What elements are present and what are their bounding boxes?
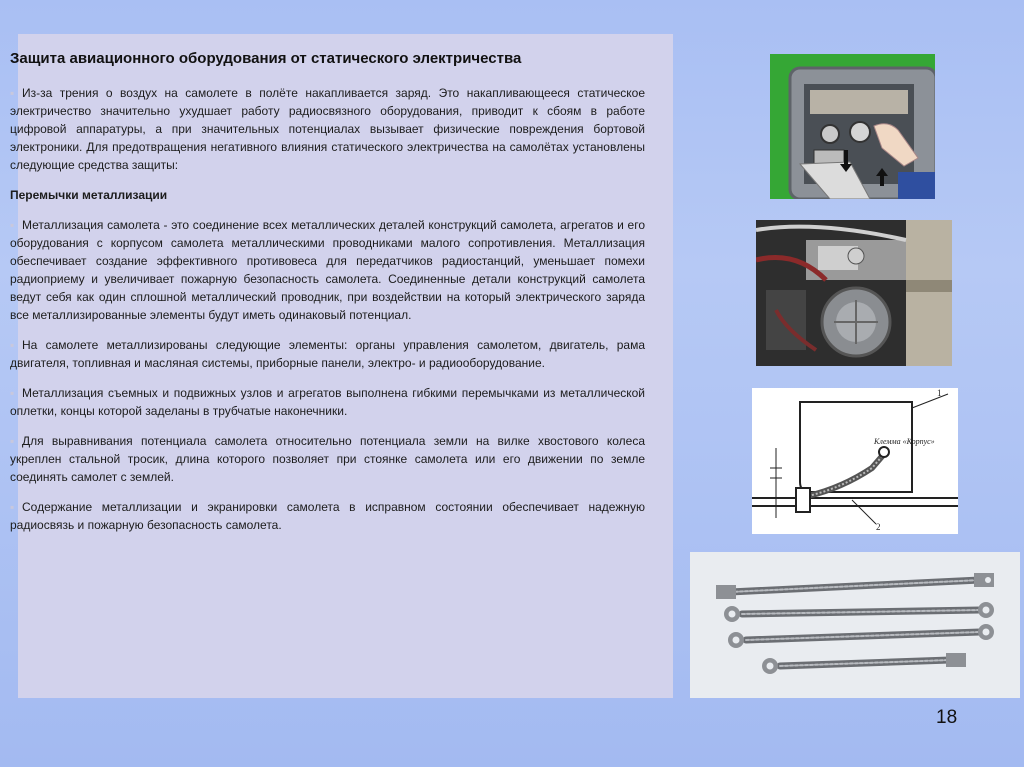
bullet-icon: ▪ xyxy=(10,500,15,514)
diagram-ref-2: 2 xyxy=(876,522,881,532)
paragraph: ▪ Металлизация съемных и подвижных узлов и агрегатов выполнена гибкими перемычками из металлической оплетки, концы которой заделаны в трубчатые наконечники. xyxy=(10,386,645,418)
bullet-icon: ▪ xyxy=(10,386,15,400)
paragraph: ▪ На самолете металлизированы следующие элементы: органы управления самолетом, двигатель, рама двигателя, топливная и масляная системы, приборные панели, электро- и радиооборудование. xyxy=(10,338,645,370)
paragraph: ▪ Для выравнивания потенциала самолета относительно потенциала земли на вилке хвостового колеса укреплен стальной тросик, длина которого позволяет при стоянке самолета или его движении по земле соединять самолет с землей. xyxy=(10,434,645,484)
engine-photo xyxy=(756,220,952,366)
jumpers-photo xyxy=(690,552,1020,698)
paragraph: ▪ Металлизация самолета - это соединение всех металлических деталей конструкций самолета, агрегатов и его оборудования с корпусом самолета металлическими проводниками малого сопротивления. Металлизация обеспечивает создание эффективного противовеса для передатчиков радиостанций, уменьшает помехи радиоприему и увеличивает пожарную безопасность самолета. Соединенные детали конструкций самолета ведут себя как один сплошной металлический проводник, при воздействии на который электрического заряда все металлизированные элементы будут иметь одинаковый потенциал. xyxy=(10,218,645,322)
bullet-icon: ▪ xyxy=(10,434,15,448)
page-number: 18 xyxy=(936,707,958,728)
panel-photo-drawing xyxy=(770,54,935,199)
subheading: Перемычки металлизации xyxy=(10,188,168,202)
diagram-clamp-label: Клемма «Корпус» xyxy=(874,437,935,446)
intro-paragraph: ▪ Из-за трения о воздух на самолете в полёте накапливается заряд. Это накапливающееся статическое электричество значительно ухудшает работу радиосвязного оборудования, приводит к сбоям в работе цифровой аппаратуры, а при значительных потенциалах вызывает физические повреждения бортовой электроники. Для предотвращения негативного влияния статического электричества на самолётах установлены следующие средства защиты: xyxy=(10,86,645,172)
clamp-diagram-drawing xyxy=(752,388,958,534)
jumpers-photo-drawing xyxy=(690,552,1020,698)
engine-photo-drawing xyxy=(756,220,952,366)
clamp-diagram xyxy=(752,388,958,534)
diagram-ref-1: 1 xyxy=(937,388,942,398)
bullet-icon: ▪ xyxy=(10,86,15,100)
panel-photo xyxy=(770,54,935,199)
bullet-icon: ▪ xyxy=(10,218,15,232)
bullet-icon: ▪ xyxy=(10,338,15,352)
paragraph: ▪ Содержание металлизации и экранировки самолета в исправном состоянии обеспечивает надежную радиосвязь и пожарную безопасность самолета. xyxy=(10,500,645,532)
body-text xyxy=(10,84,645,546)
slide-title: Защита авиационного оборудования от статического электричества xyxy=(10,50,522,67)
